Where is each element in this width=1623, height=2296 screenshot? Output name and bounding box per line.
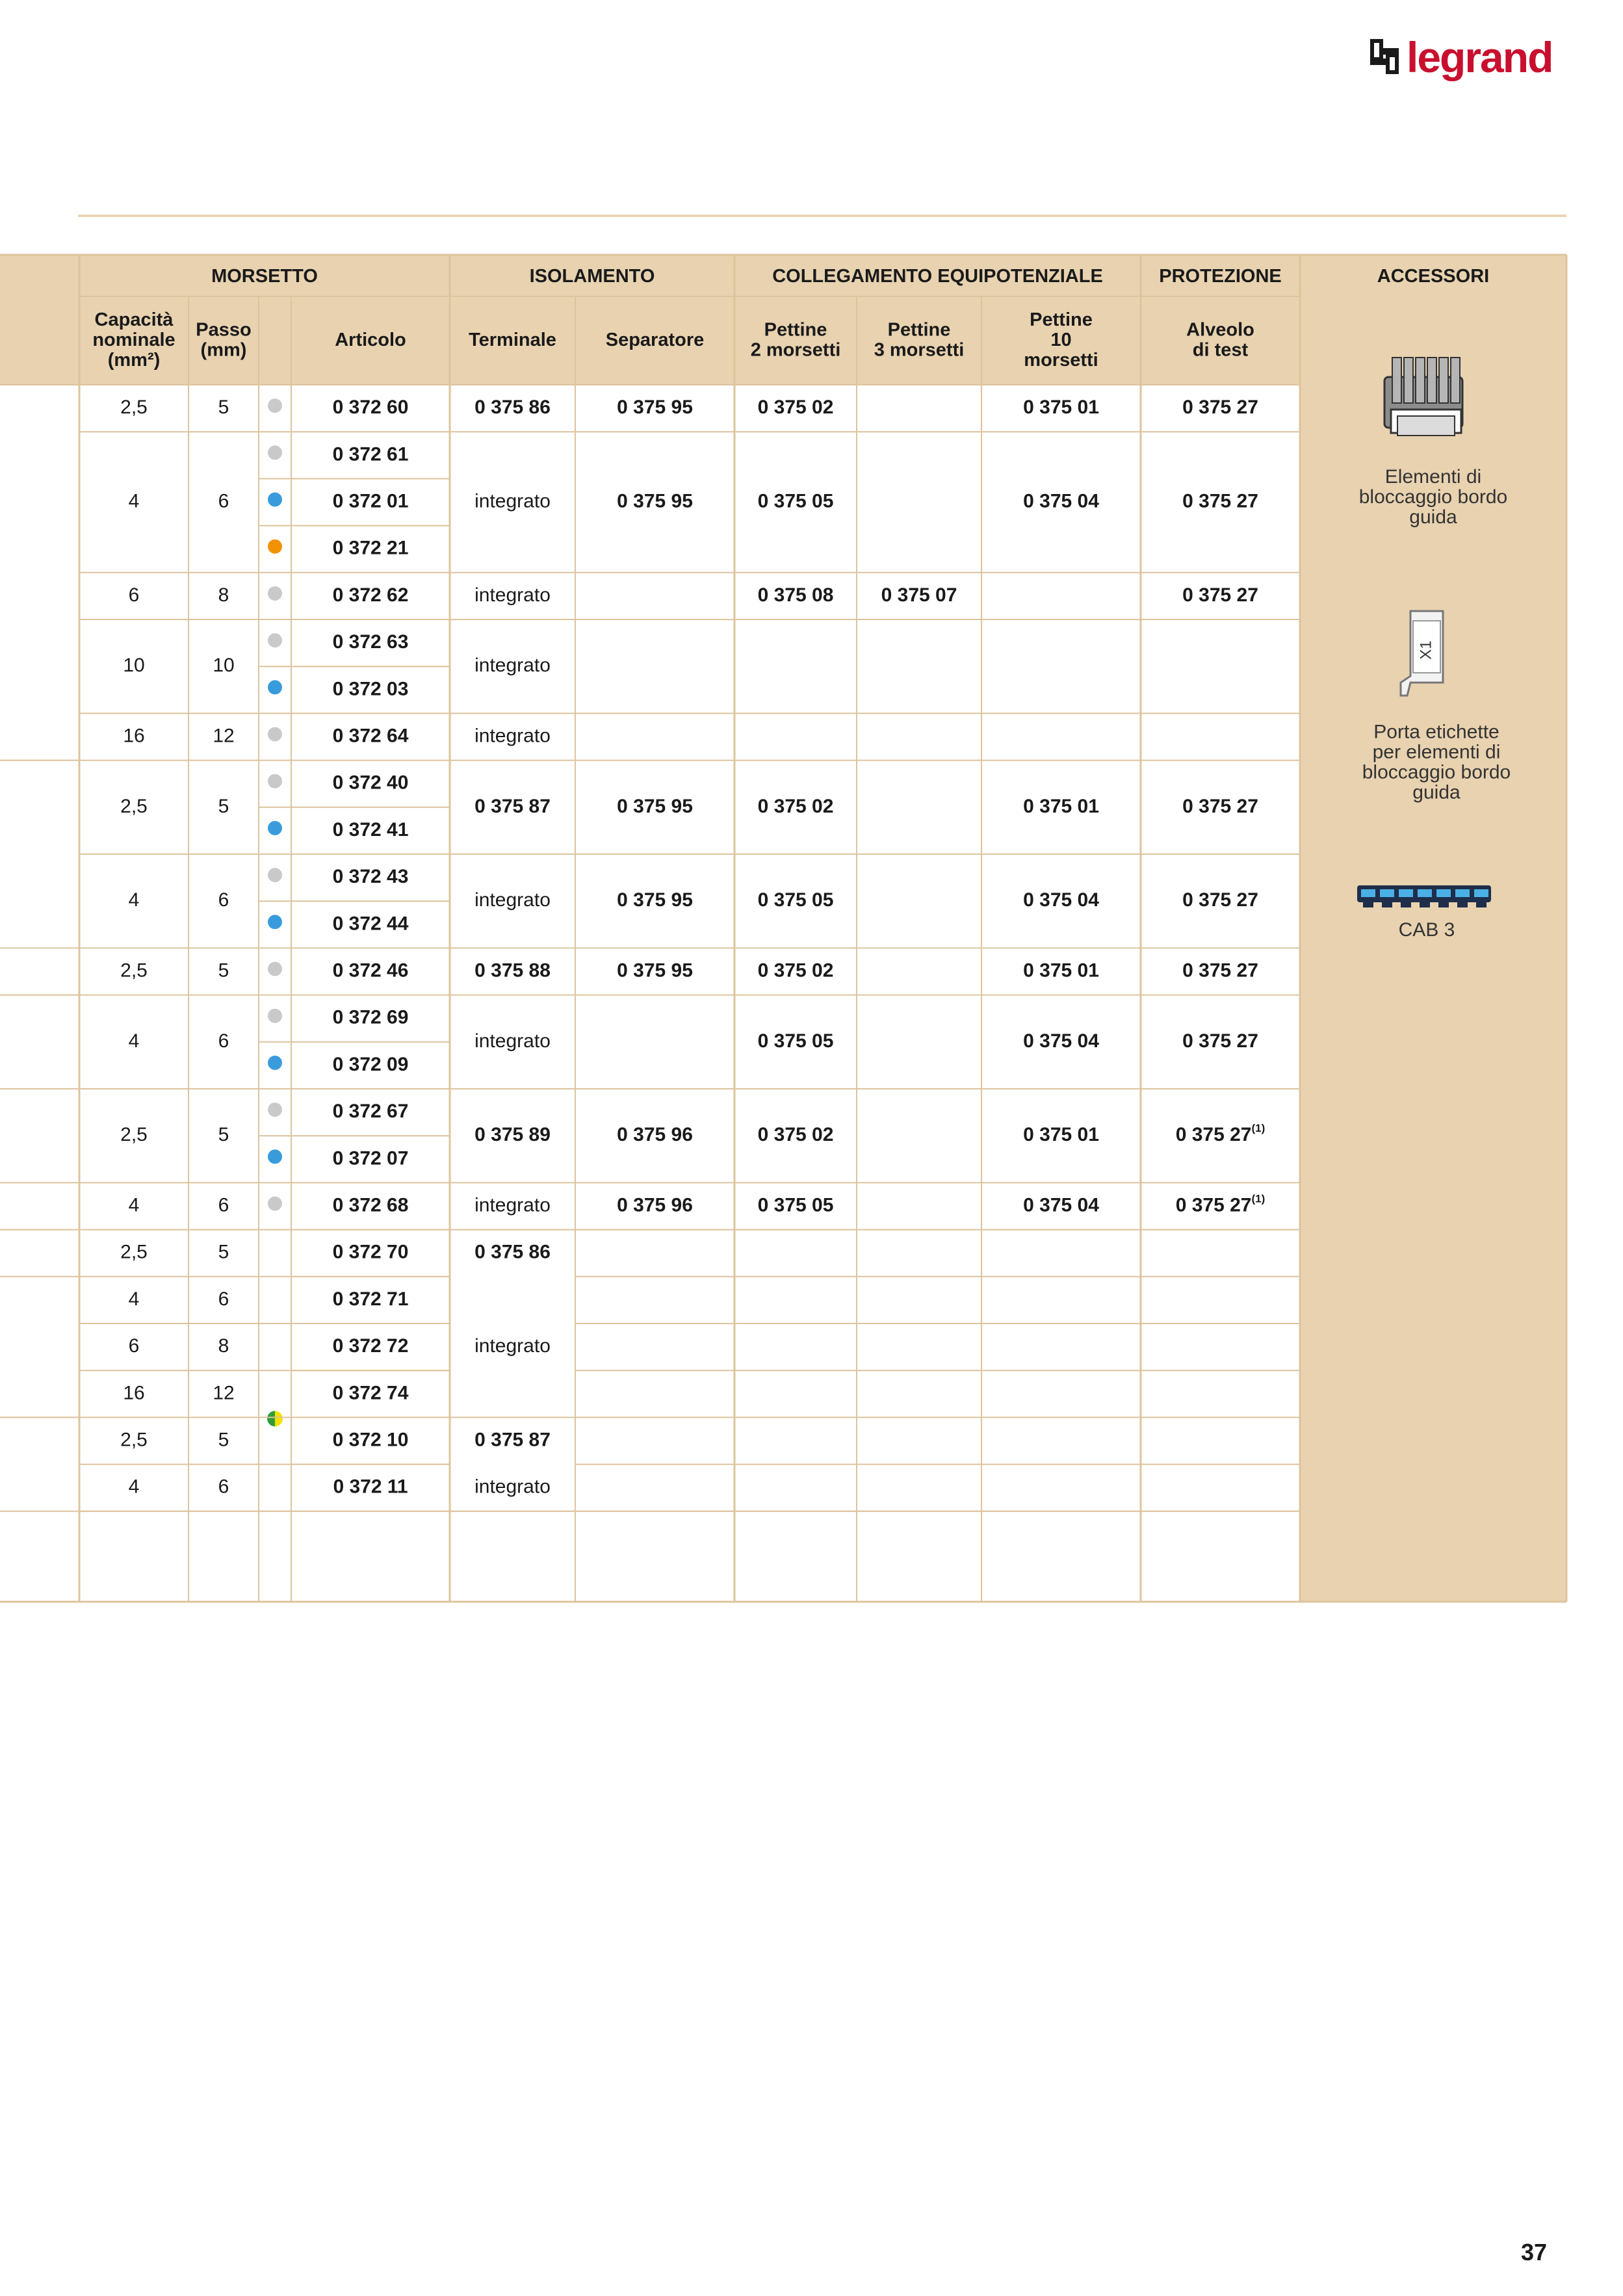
column-header: Terminale	[469, 329, 556, 350]
alveolo-value: 0 375 27	[1182, 397, 1258, 419]
end-stop-icon	[1384, 358, 1462, 436]
terminale-value: 0 375 86	[474, 1241, 551, 1263]
color-dot	[268, 445, 282, 460]
group-header: PROTEZIONE	[1159, 265, 1282, 287]
pettine2-value: 0 375 08	[757, 584, 834, 606]
passo-value: 5	[218, 795, 229, 817]
pettine10-value: 0 375 04	[1023, 889, 1099, 911]
article-code: 0 372 03	[332, 678, 409, 700]
separatore-value: 0 375 95	[617, 795, 693, 817]
column-header: Pettine 2 morsetti	[750, 319, 841, 361]
article-code: 0 372 40	[332, 772, 409, 794]
article-code: 0 372 11	[333, 1476, 408, 1498]
terminale-value: integrato	[474, 584, 551, 606]
passo-value: 5	[218, 1241, 229, 1263]
pettine2-value: 0 375 02	[757, 397, 834, 419]
pettine2-value: 0 375 02	[757, 795, 834, 817]
pettine10-value: 0 375 01	[1023, 1124, 1099, 1146]
terminale-value: integrato	[474, 889, 551, 911]
capacity-value: 2,5	[120, 959, 148, 982]
article-code: 0 372 63	[332, 631, 409, 653]
column-header: Pettine 3 morsetti	[874, 319, 965, 361]
pettine2-value: 0 375 05	[757, 1194, 834, 1216]
pettine10-value: 0 375 04	[1023, 1030, 1099, 1052]
column-header: Separatore	[605, 329, 705, 350]
color-dot	[268, 633, 282, 647]
alveolo-value: 0 375 27$^{(1)}$	[1175, 1122, 1266, 1146]
column-header: Passo (mm)	[196, 319, 252, 361]
article-code: 0 372 74	[332, 1382, 409, 1404]
article-code: 0 372 41	[332, 818, 409, 841]
color-dot	[268, 868, 282, 882]
color-dot	[268, 680, 282, 694]
color-dot	[268, 1149, 282, 1164]
article-code: 0 372 70	[332, 1241, 409, 1263]
terminale-value: 0 375 88	[474, 959, 551, 982]
article-code: 0 372 21	[332, 537, 409, 559]
capacity-value: 2,5	[120, 795, 148, 817]
group-header: ISOLAMENTO	[529, 265, 655, 287]
terminale-value: integrato	[474, 1335, 551, 1357]
terminale-value: 0 375 87	[474, 1429, 551, 1451]
article-code: 0 372 62	[332, 584, 409, 606]
capacity-value: 4	[128, 1476, 140, 1498]
capacity-value: 2,5	[120, 1241, 148, 1263]
color-dot	[268, 962, 282, 976]
terminale-value: 0 375 87	[474, 795, 551, 817]
terminale-value: integrato	[474, 1476, 551, 1498]
svg-text:X1: X1	[1417, 640, 1435, 660]
terminale-value: integrato	[474, 1030, 551, 1052]
terminale-value: integrato	[474, 1194, 551, 1216]
article-code: 0 372 09	[332, 1053, 409, 1075]
pettine10-value: 0 375 04	[1023, 1194, 1099, 1216]
article-code: 0 372 71	[332, 1288, 409, 1310]
group-header: MORSETTO	[211, 265, 318, 287]
pettine2-value: 0 375 02	[757, 1124, 834, 1146]
pettine10-value: 0 375 04	[1023, 490, 1099, 512]
color-dot	[268, 586, 282, 601]
terminale-value: integrato	[474, 655, 551, 677]
separatore-value: 0 375 96	[617, 1124, 693, 1146]
passo-value: 5	[218, 1124, 229, 1146]
passo-value: 6	[218, 1030, 229, 1052]
pettine10-value: 0 375 01	[1023, 397, 1099, 419]
earth-dot-green	[267, 1411, 275, 1426]
column-header: Articolo	[335, 329, 406, 350]
article-code: 0 372 67	[332, 1101, 409, 1123]
group-header: ACCESSORI	[1377, 265, 1490, 287]
passo-value: 8	[218, 1335, 229, 1357]
separatore-value: 0 375 96	[617, 1194, 693, 1216]
pettine2-value: 0 375 05	[757, 490, 834, 512]
passo-value: 12	[213, 1382, 235, 1404]
alveolo-value: 0 375 27	[1182, 795, 1258, 817]
column-header: Capacità nominale (mm²)	[92, 309, 175, 371]
brand-name: legrand	[1407, 33, 1553, 81]
accessory-label: Porta etichette per elementi di bloccaggio bordo guida	[1362, 721, 1511, 803]
passo-value: 6	[218, 889, 229, 911]
page-number: 37	[1521, 2239, 1548, 2265]
article-code: 0 372 43	[332, 866, 409, 888]
color-dot	[268, 915, 282, 929]
alveolo-value: 0 375 27	[1182, 1030, 1258, 1052]
alveolo-value: 0 375 27	[1182, 490, 1258, 512]
accessory-label: CAB 3	[1398, 919, 1455, 941]
column-header: Alveolo di test	[1186, 319, 1254, 361]
article-code: 0 372 61	[332, 443, 409, 465]
separatore-value: 0 375 95	[617, 889, 693, 911]
article-code: 0 372 44	[332, 913, 409, 935]
color-dot	[268, 540, 282, 554]
passo-value: 6	[218, 490, 229, 512]
capacity-value: 2,5	[120, 1124, 148, 1146]
passo-value: 10	[213, 655, 235, 677]
passo-value: 5	[218, 397, 229, 419]
color-dot	[268, 1102, 282, 1117]
earth-dot-yellow	[275, 1411, 283, 1426]
pettine10-value: 0 375 01	[1023, 959, 1099, 982]
capacity-value: 4	[128, 1194, 140, 1216]
capacity-value: 2,5	[120, 397, 148, 419]
passo-value: 6	[218, 1194, 229, 1216]
separatore-value: 0 375 95	[617, 959, 693, 982]
color-dot	[268, 1009, 282, 1023]
accessory-label: Elementi di bloccaggio bordo guida	[1358, 465, 1508, 528]
passo-value: 12	[213, 725, 235, 747]
column-header: Pettine 10 morsetti	[1024, 309, 1098, 371]
color-dot	[268, 398, 282, 413]
terminale-value: 0 375 89	[474, 1124, 551, 1146]
separatore-value: 0 375 95	[617, 490, 693, 512]
capacity-value: 2,5	[120, 1429, 148, 1451]
article-code: 0 372 07	[332, 1147, 409, 1169]
pettine2-value: 0 375 05	[757, 1030, 834, 1052]
passo-value: 6	[218, 1288, 229, 1310]
passo-value: 5	[218, 1429, 229, 1451]
article-code: 0 372 60	[332, 397, 409, 419]
separatore-value: 0 375 95	[617, 397, 693, 419]
article-code: 0 372 64	[332, 725, 409, 747]
article-code: 0 372 10	[332, 1429, 409, 1451]
color-dot	[268, 1056, 282, 1070]
capacity-value: 6	[128, 1335, 140, 1357]
pettine3-value: 0 375 07	[881, 584, 957, 606]
color-dot	[268, 493, 282, 507]
passo-value: 6	[218, 1476, 229, 1498]
alveolo-value: 0 375 27	[1182, 959, 1258, 982]
color-dot	[268, 821, 282, 835]
passo-value: 8	[218, 584, 229, 606]
article-code: 0 372 69	[332, 1006, 409, 1028]
terminale-value: integrato	[474, 725, 551, 747]
terminale-value: integrato	[474, 490, 551, 512]
group-header: COLLEGAMENTO EQUIPOTENZIALE	[772, 265, 1103, 287]
pettine2-value: 0 375 05	[757, 889, 834, 911]
capacity-value: 4	[128, 889, 140, 911]
article-code: 0 372 72	[332, 1335, 409, 1357]
color-dot	[268, 774, 282, 789]
color-dot	[268, 727, 282, 742]
capacity-value: 16	[123, 725, 145, 747]
terminale-value: 0 375 86	[474, 397, 551, 419]
pettine10-value: 0 375 01	[1023, 795, 1099, 817]
article-code: 0 372 46	[332, 959, 409, 982]
capacity-value: 4	[128, 490, 140, 512]
capacity-value: 16	[123, 1382, 145, 1404]
capacity-value: 4	[128, 1030, 140, 1052]
capacity-value: 10	[123, 655, 145, 677]
capacity-value: 4	[128, 1288, 140, 1310]
article-code: 0 372 68	[332, 1194, 409, 1216]
article-code: 0 372 01	[332, 490, 409, 512]
passo-value: 5	[218, 959, 229, 982]
color-dot	[268, 1197, 282, 1211]
alveolo-value: 0 375 27$^{(1)}$	[1175, 1192, 1266, 1216]
capacity-value: 6	[128, 584, 140, 606]
alveolo-value: 0 375 27	[1182, 584, 1258, 606]
pettine2-value: 0 375 02	[757, 959, 834, 982]
alveolo-value: 0 375 27	[1182, 889, 1258, 911]
